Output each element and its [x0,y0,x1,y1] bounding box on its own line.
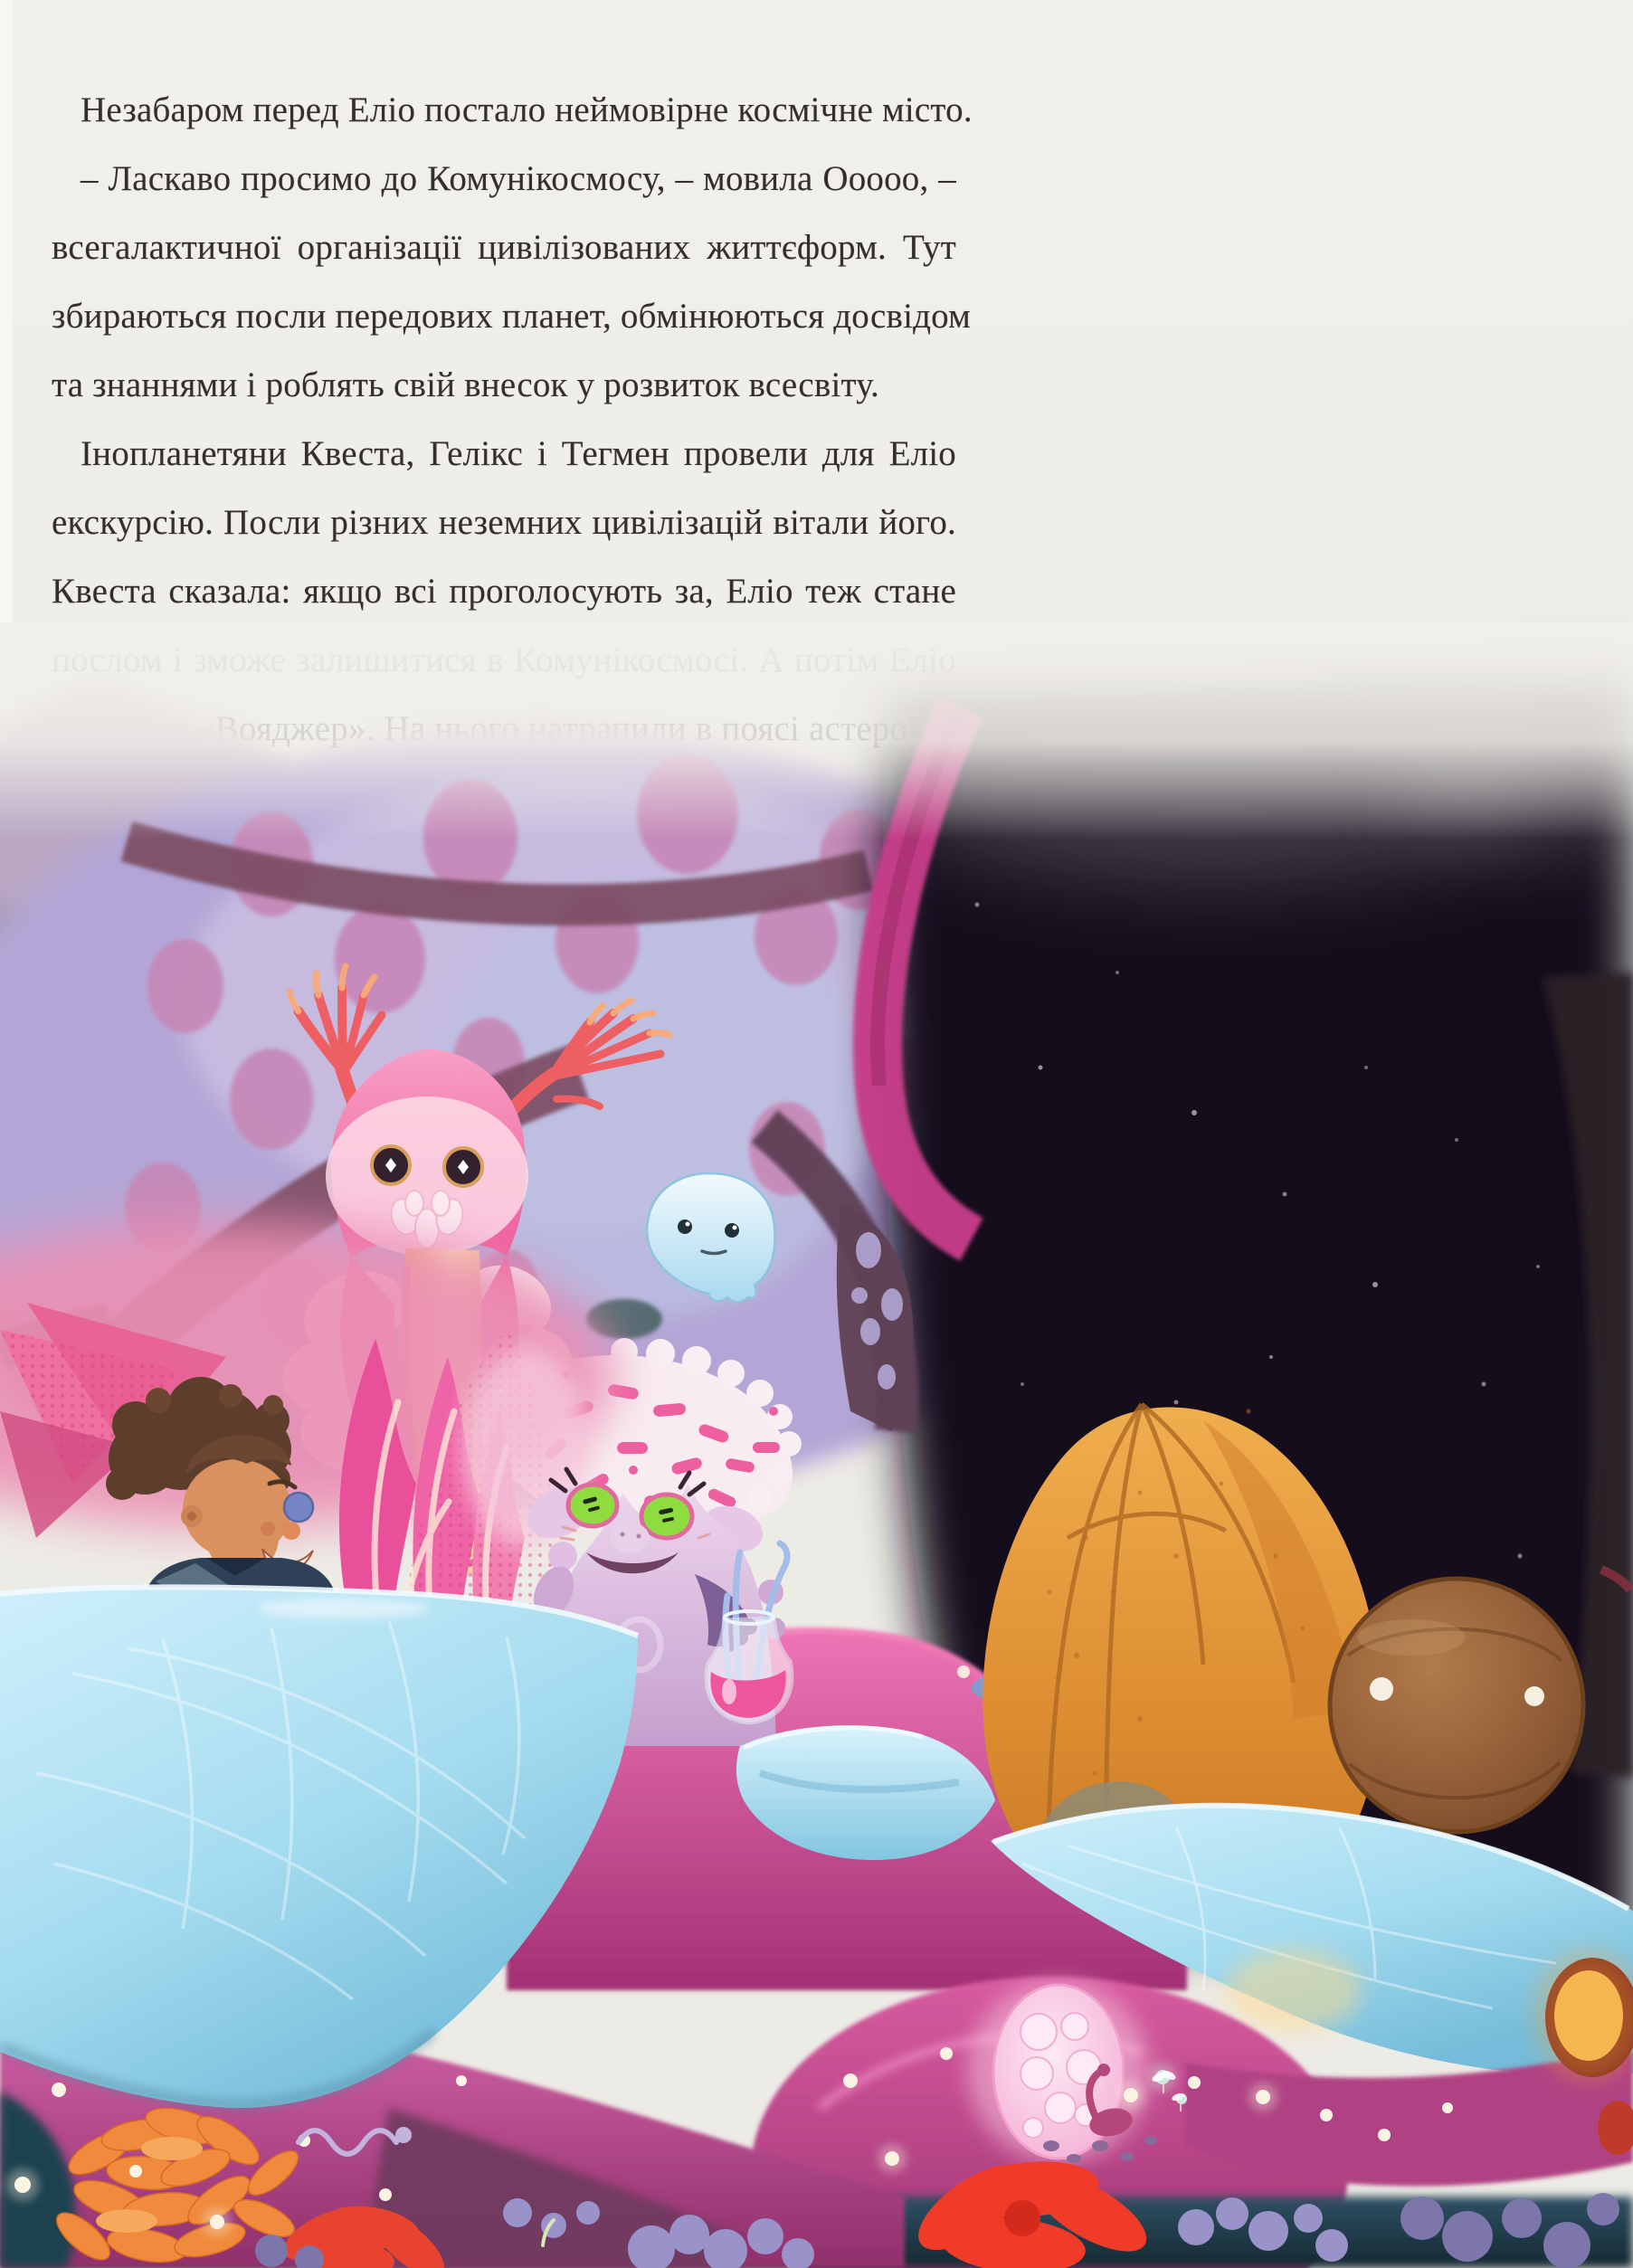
story-line: – Ласкаво просимо до Комунікосмосу, – мовила Ооооо, – [81,159,956,198]
tegmen-eye-right [1524,1686,1544,1706]
glass-leaf-table-left [0,1587,638,2108]
elio-eye-patch [284,1493,313,1522]
story-line: екскурсію. Посли різних неземних цивілізацій вітали його. [52,503,956,542]
elio-blush [261,1522,275,1536]
story-line: всегалактичної організації цивілізованих життєформ. Тут [52,228,956,267]
story-line: та знаннями і роблять свій внесок у розвиток всесвіту. [52,365,879,404]
story-line: збираються посли передових планет, обмінюються досвідом [52,297,971,336]
elio-nose [282,1522,300,1540]
glowing-cell-egg [968,1981,1149,2162]
tegmen-eye-left [1370,1677,1393,1701]
tegmen-face [1330,1579,1583,1832]
helix-snout [610,1523,650,1553]
story-line: Незабаром перед Еліо постало неймовірне космічне місто. [81,90,973,129]
paper-fade [0,622,1633,840]
story-line: Квеста сказала: якщо всі проголосують за, Еліо теж стане [52,572,956,611]
story-line: Інопланетяни Квеста, Гелікс і Тегмен провели для Еліо [81,434,956,473]
